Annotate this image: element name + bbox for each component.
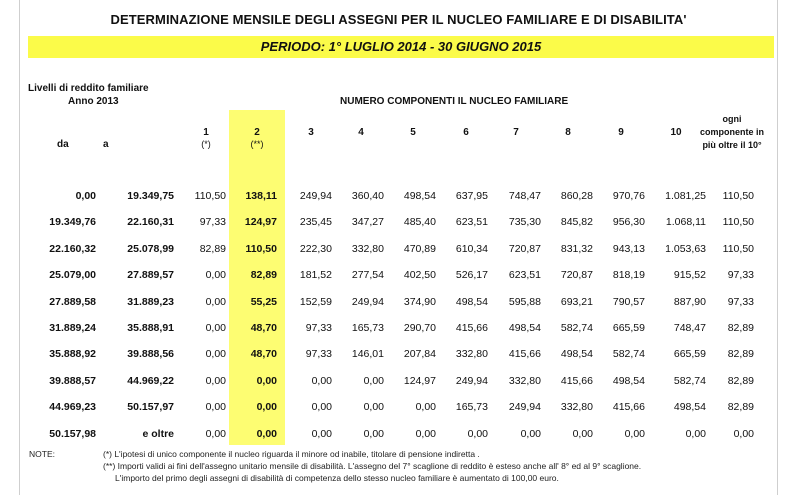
allowance-cell: 0,00 (363, 401, 384, 414)
extra-component-cell: 97,33 (727, 269, 754, 282)
allowance-cell: 165,73 (455, 401, 488, 414)
allowance-cell: 470,89 (403, 242, 436, 255)
allowance-cell: 181,52 (299, 269, 332, 282)
allowance-cell: 915,52 (673, 269, 706, 282)
page-title: DETERMINAZIONE MENSILE DEGLI ASSEGNI PER IL NUCLEO FAMILIARE E DI DISABILITA' (110, 12, 687, 27)
allowance-cell: 0,00 (205, 374, 226, 387)
note-2: (**) Importi validi ai fini dell'assegno unitario mensile di disabilità. L'assegno del 7° scaglione di reddito è esteso anche all' 8° ed al 9° scaglione. (103, 461, 642, 471)
allowance-cell: 402,50 (403, 269, 436, 282)
income-to-cell: 25.078,99 (127, 242, 174, 255)
allowance-cell: 415,66 (560, 374, 593, 387)
allowance-cell: 845,82 (560, 216, 593, 229)
allowance-cell: 0,00 (363, 427, 384, 440)
allowance-cell: 0,00 (685, 427, 706, 440)
allowance-cell: 235,45 (299, 216, 332, 229)
income-to-cell: 35.888,91 (127, 322, 174, 334)
income-from-cell: 0,00 (75, 190, 96, 202)
allowance-cell: 720,87 (508, 242, 541, 255)
allowance-cell: 124,97 (244, 216, 277, 229)
allowance-cell: 110,50 (194, 190, 226, 202)
income-to-cell: 44.969,22 (127, 374, 174, 387)
allowance-cell: 124,97 (403, 374, 436, 387)
income-to-cell: 27.889,57 (127, 269, 174, 282)
allowance-cell: 526,17 (455, 269, 488, 282)
allowance-cell: 415,66 (455, 322, 488, 334)
allowance-cell: 790,57 (612, 295, 645, 308)
allowance-cell: 887,90 (673, 295, 706, 308)
extra-component-cell: 82,89 (727, 348, 754, 361)
allowance-cell: 48,70 (250, 348, 277, 361)
allowance-cell: 332,80 (508, 374, 541, 387)
allowance-cell: 498,54 (403, 190, 436, 202)
income-to-cell: 22.160,31 (127, 216, 174, 229)
allowance-cell: 0,00 (624, 427, 645, 440)
allowance-cell: 748,47 (673, 322, 706, 334)
components-label: NUMERO COMPONENTI IL NUCLEO FAMILIARE (340, 96, 569, 107)
note-3: L'importo del primo degli assegni di disabilità di competenza dello stesso nucleo familiare è aumentato di 100,00 euro. (115, 473, 559, 483)
header-members-7: 7 (513, 127, 519, 138)
header-members-6: 6 (463, 127, 469, 138)
allowance-cell: 360,40 (351, 190, 384, 202)
allowance-cell: 0,00 (205, 322, 226, 334)
allowance-cell: 97,33 (305, 348, 332, 361)
allowance-cell: 146,01 (351, 348, 384, 361)
allowance-cell: 665,59 (612, 322, 645, 334)
allowance-cell: 152,59 (299, 295, 332, 308)
extra-component-cell: 110,50 (722, 242, 754, 255)
income-label: Livelli di reddito familiare (28, 83, 149, 94)
allowance-cell: 485,40 (403, 216, 436, 229)
allowance-cell: 943,13 (612, 242, 645, 255)
allowance-cell: 0,00 (256, 401, 277, 414)
allowance-cell: 0,00 (415, 427, 436, 440)
col-a-header: a (103, 139, 109, 150)
allowance-cell: 82,89 (250, 269, 277, 282)
allowance-cell: 1.068,11 (665, 216, 706, 229)
allowance-cell: 415,66 (612, 401, 645, 414)
allowance-cell: 249,94 (508, 401, 541, 414)
extra-component-cell: 82,89 (727, 322, 754, 334)
income-to-cell: e oltre (142, 427, 174, 440)
allowance-cell: 735,30 (508, 216, 541, 229)
income-from-cell: 27.889,58 (49, 295, 96, 308)
income-from-cell: 39.888,57 (49, 374, 96, 387)
allowance-cell: 498,54 (612, 374, 645, 387)
allowance-cell: 0,00 (311, 401, 332, 414)
year-label: Anno 2013 (68, 96, 119, 107)
allowance-cell: 0,00 (205, 269, 226, 282)
allowance-cell: 0,00 (467, 427, 488, 440)
allowance-cell: 595,88 (508, 295, 541, 308)
income-from-cell: 22.160,32 (49, 242, 96, 255)
allowance-cell: 0,00 (205, 348, 226, 361)
allowance-cell: 0,00 (256, 374, 277, 387)
allowance-cell: 48,70 (250, 322, 277, 334)
extra-component-cell: 110,50 (722, 190, 754, 202)
allowance-cell: 249,94 (299, 190, 332, 202)
allowance-cell: 498,54 (455, 295, 488, 308)
header-members-9: 9 (618, 127, 624, 138)
income-from-cell: 31.889,24 (49, 322, 96, 334)
allowance-cell: 818,19 (612, 269, 645, 282)
period-banner: PERIODO: 1° LUGLIO 2014 - 30 GIUGNO 2015 (28, 36, 774, 58)
header-members-3: 3 (308, 127, 314, 138)
note-1: (*) L'ipotesi di unico componente il nucleo riguarda il minore od inabile, titolare di pensione indiretta . (103, 449, 480, 459)
allowance-cell: 82,89 (199, 242, 226, 255)
income-to-cell: 39.888,56 (127, 348, 174, 361)
allowance-cell: 498,54 (673, 401, 706, 414)
income-to-cell: 19.349,75 (127, 190, 174, 202)
allowance-cell: 207,84 (403, 348, 436, 361)
extra-component-cell: 82,89 (727, 374, 754, 387)
allowance-cell: 165,73 (351, 322, 384, 334)
allowance-cell: 97,33 (199, 216, 226, 229)
header-members-8: 8 (565, 127, 571, 138)
header-members-2: 2 (**) (250, 127, 264, 149)
allowance-cell: 831,32 (560, 242, 593, 255)
allowance-cell: 0,00 (572, 427, 593, 440)
allowance-cell: 0,00 (415, 401, 436, 414)
income-from-cell: 19.349,76 (49, 216, 96, 229)
allowance-cell: 970,76 (612, 190, 645, 202)
allowance-cell: 582,74 (612, 348, 645, 361)
allowance-cell: 332,80 (351, 242, 384, 255)
allowance-cell: 332,80 (455, 348, 488, 361)
header-members-4: 4 (358, 127, 364, 138)
col-da-header: da (57, 139, 69, 150)
allowance-cell: 110,50 (245, 242, 277, 255)
allowance-cell: 347,27 (351, 216, 384, 229)
allowance-cell: 610,34 (455, 242, 488, 255)
extra-component-cell: 110,50 (722, 216, 754, 229)
allowance-cell: 860,28 (560, 190, 593, 202)
income-to-cell: 50.157,97 (127, 401, 174, 414)
allowance-cell: 637,95 (455, 190, 488, 202)
right-border (777, 0, 778, 495)
allowance-cell: 582,74 (560, 322, 593, 334)
allowance-cell: 55,25 (250, 295, 277, 308)
allowance-cell: 665,59 (673, 348, 706, 361)
left-border (19, 0, 20, 495)
allowance-cell: 1.081,25 (665, 190, 706, 202)
note-label: NOTE: (29, 449, 55, 459)
header-members-10: 10 (670, 127, 682, 138)
allowance-cell: 720,87 (560, 269, 593, 282)
allowance-cell: 748,47 (508, 190, 541, 202)
allowance-cell: 332,80 (560, 401, 593, 414)
allowance-cell: 249,94 (455, 374, 488, 387)
allowance-cell: 290,70 (403, 322, 436, 334)
allowance-cell: 138,11 (245, 190, 277, 202)
income-from-cell: 25.079,00 (49, 269, 96, 282)
income-from-cell: 35.888,92 (49, 348, 96, 361)
allowance-cell: 0,00 (311, 427, 332, 440)
income-from-cell: 44.969,23 (49, 401, 96, 414)
allowance-cell: 0,00 (363, 374, 384, 387)
allowance-cell: 0,00 (205, 295, 226, 308)
income-from-cell: 50.157,98 (49, 427, 96, 440)
allowance-cell: 222,30 (299, 242, 332, 255)
allowance-cell: 0,00 (205, 401, 226, 414)
allowance-cell: 0,00 (205, 427, 226, 440)
allowance-cell: 374,90 (403, 295, 436, 308)
allowance-cell: 1.053,63 (665, 242, 706, 255)
allowance-cell: 693,21 (560, 295, 593, 308)
extra-component-header: ogni componente in più oltre il 10° (699, 114, 764, 150)
allowance-cell: 0,00 (520, 427, 541, 440)
allowance-cell: 498,54 (560, 348, 593, 361)
allowance-cell: 0,00 (311, 374, 332, 387)
allowance-cell: 0,00 (256, 427, 277, 440)
extra-component-cell: 97,33 (727, 295, 754, 308)
allowance-cell: 623,51 (455, 216, 488, 229)
allowance-cell: 277,54 (351, 269, 384, 282)
header-members-5: 5 (410, 127, 416, 138)
allowance-cell: 956,30 (612, 216, 645, 229)
allowance-cell: 582,74 (673, 374, 706, 387)
header-members-1: 1 (*) (201, 127, 211, 149)
income-to-cell: 31.889,23 (127, 295, 174, 308)
allowance-cell: 249,94 (351, 295, 384, 308)
allowance-cell: 498,54 (508, 322, 541, 334)
allowance-cell: 97,33 (305, 322, 332, 334)
allowance-cell: 415,66 (508, 348, 541, 361)
allowance-cell: 623,51 (508, 269, 541, 282)
extra-component-cell: 0,00 (733, 427, 754, 440)
extra-component-cell: 82,89 (727, 401, 754, 414)
